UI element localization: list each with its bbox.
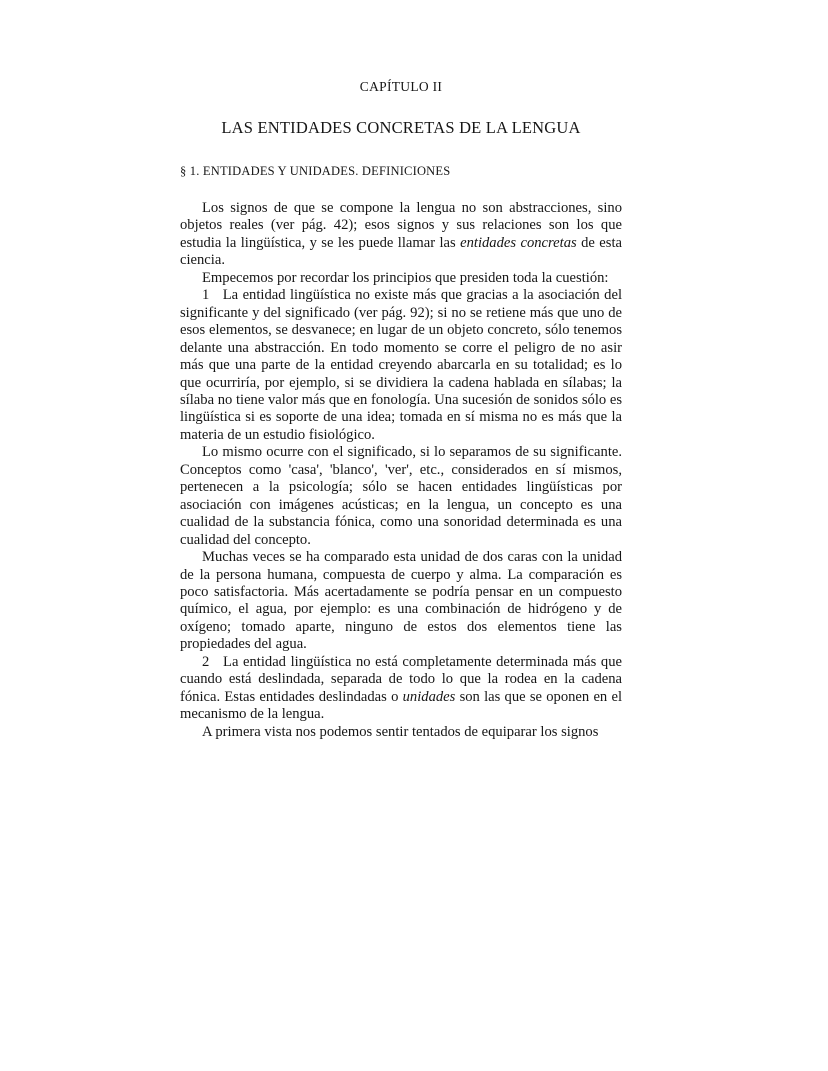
paragraph [180,270,622,287]
text-run: Lo mismo ocurre con el significado, si lo separamos de su significante. Conceptos como 'casa', 'blanco', 'ver', etc., considerados en sí mismos, pertenecen a la psicología; sólo se hacen entidades lingüísticas por asociación con imágenes acústicas; en la lengua, un concepto es una cualidad de la substancia fónica, como una sonoridad determinada es una cualidad del concepto. [180,444,622,548]
italic-text-run: entidades concretas [460,234,577,251]
paragraph [180,549,622,654]
page-title: LAS ENTIDADES CONCRETAS DE LA LENGUA [221,118,581,137]
text-run: 1 La entidad lingüística no existe más que gracias a la asociación del significante y del significado (ver pág. 92); si no se retiene más que uno de esos elementos, se desvanece; en lugar de un objeto concreto, sólo tenemos delante una abstracción. En todo momento se corre el peligro de no asir más que una parte de la entidad creyendo abarcarla en su totalidad; es lo que ocurriría, por ejemplo, si se dividiera la cadena hablada en sílabas; la sílaba no tiene valor más que en fonología. Una sucesión de sonidos sólo es lingüística si es soporte de una idea; tomada en sí misma no es más que la materia de un estudio fisiológico. [180,287,622,443]
paragraph [180,654,622,724]
paragraph [180,724,622,741]
text-run: Los signos de que se compone la lengua no son abstracciones, sino objetos reales (ver pág. 42); esos signos y sus relaciones son los que estudia la lingüística, y se les puede llamar las [180,200,622,251]
section-heading: § 1. ENTIDADES Y UNIDADES. DEFINICIONES [180,164,451,178]
text-run: Muchas veces se ha comparado esta unidad de dos caras con la unidad de la persona humana, compuesta de cuerpo y alma. La comparación es poco satisfactoria. Más acertadamente se podría pensar en un compuesto químico, el agua, por ejemplo: es una combinación de hidrógeno y de oxígeno; tomado aparte, ninguno de estos dos elementos tiene las propiedades del agua. [180,549,622,653]
text-run: Empecemos por recordar los principios que presiden toda la cuestión: [202,269,609,286]
paragraph [180,444,622,549]
text-run: A primera vista nos podemos sentir tentados de equiparar los signos [202,723,599,740]
text-column [180,79,622,741]
text-run: son las que se oponen en el mecanismo de la lengua. [180,688,622,723]
document-body [180,200,622,741]
chapter-heading: CAPÍTULO II [359,79,443,94]
paragraph [180,287,622,444]
italic-text-run: unidades [402,688,456,705]
text-run: 2 La entidad lingüística no está completamente determinada más que cuando está deslindada, separada de todo lo que la rodea en la cadena fónica. Estas entidades deslindadas o [180,653,622,705]
paragraph [180,200,622,270]
text-run: de esta ciencia. [180,234,622,269]
